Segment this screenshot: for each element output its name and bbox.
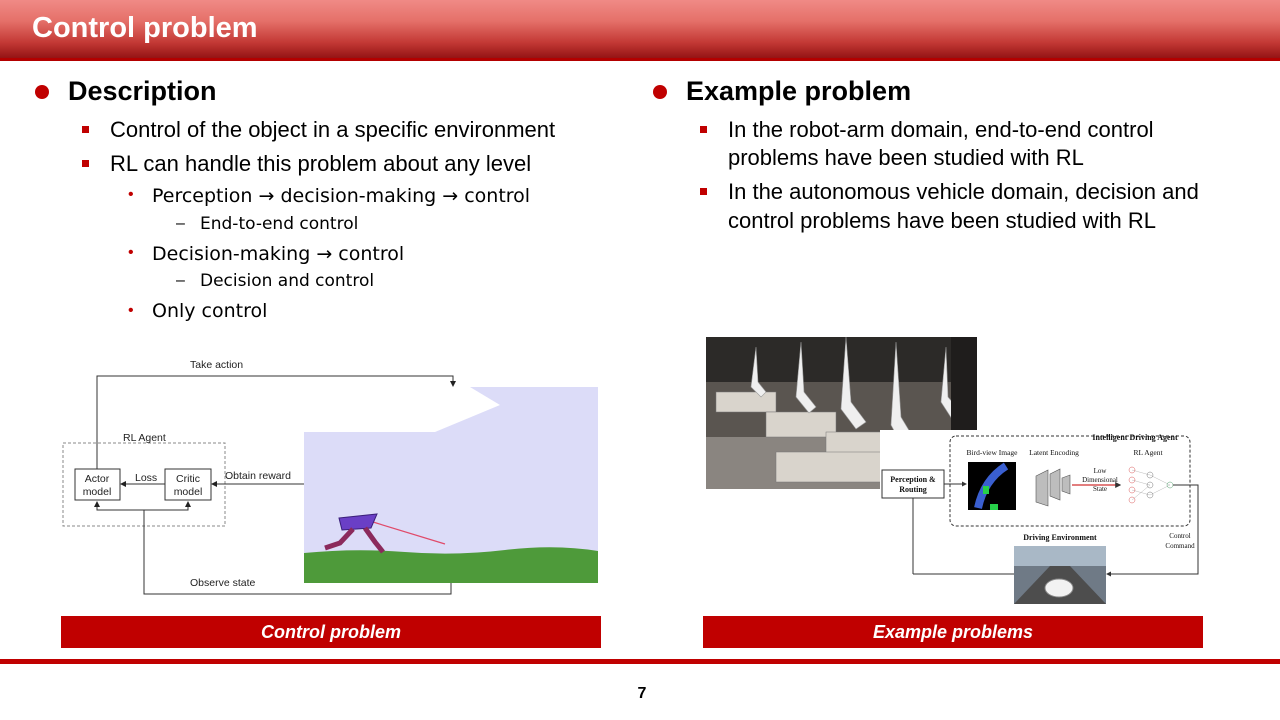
left-item-1: Control of the object in a specific environment bbox=[110, 117, 556, 142]
actor-label: model bbox=[82, 486, 112, 498]
title-bar bbox=[0, 0, 1280, 60]
slide-title: Control problem bbox=[32, 12, 258, 44]
sub-sub-item-2: Decision and control bbox=[200, 271, 375, 291]
right-item-1-line-1: In the robot-arm domain, end-to-end control bbox=[728, 117, 1154, 142]
low-dim-label: Dimensional bbox=[1082, 476, 1118, 484]
bird-view-label: Bird-view Image bbox=[966, 448, 1018, 457]
dash-icon: – bbox=[176, 215, 185, 232]
rl-agent-label: RL Agent bbox=[123, 432, 166, 444]
control-label: Control bbox=[1169, 532, 1191, 540]
dash-icon: – bbox=[176, 272, 185, 289]
arrow-icon: → bbox=[316, 243, 333, 265]
left-heading: Description bbox=[68, 76, 217, 106]
driving-env-label: Driving Environment bbox=[1023, 533, 1097, 542]
sub-item-only-control: Only control bbox=[152, 300, 268, 322]
sub-item-text: Decision-making bbox=[152, 243, 311, 265]
low-dim-label: State bbox=[1093, 485, 1107, 493]
left-item-2: RL can handle this problem about any level bbox=[110, 151, 532, 176]
left-caption: Control problem bbox=[61, 616, 601, 648]
square-bullet-icon bbox=[700, 126, 707, 133]
right-item-2-line-2: control problems have been studied with RL bbox=[728, 208, 1157, 233]
sub-item-text: decision-making bbox=[280, 185, 437, 207]
loss-label: Loss bbox=[135, 472, 158, 484]
bullet-dot-icon bbox=[35, 85, 49, 99]
title-divider bbox=[0, 58, 1280, 61]
footer-divider bbox=[0, 659, 1280, 664]
state-to-critic-arrow bbox=[144, 502, 188, 510]
right-item-1-line-2: problems have been studied with RL bbox=[728, 145, 1084, 170]
driving-agent-diagram bbox=[880, 430, 1204, 606]
critic-label: Critic bbox=[176, 473, 200, 485]
agent-title: Intelligent Driving Agent bbox=[1092, 433, 1178, 442]
page-number: 7 bbox=[637, 685, 647, 702]
actor-label: Actor bbox=[84, 473, 110, 485]
sub-item-text: control bbox=[338, 243, 405, 265]
take-action-label: Take action bbox=[190, 359, 244, 371]
small-bullet-icon: • bbox=[128, 186, 134, 203]
perception-label: Perception & bbox=[890, 475, 936, 484]
arrow-icon: → bbox=[442, 185, 459, 207]
sub-item-decision bbox=[152, 243, 404, 265]
small-bullet-icon: • bbox=[128, 302, 134, 319]
small-bullet-icon: • bbox=[128, 244, 134, 261]
perception-label: Routing bbox=[899, 485, 927, 494]
sub-sub-item-1: End-to-end control bbox=[200, 214, 359, 234]
sub-item-text: control bbox=[464, 185, 531, 207]
sub-item-text: Perception bbox=[152, 185, 253, 207]
bullet-dot-icon bbox=[653, 85, 667, 99]
square-bullet-icon bbox=[700, 188, 707, 195]
arrow-icon: → bbox=[258, 185, 275, 207]
obtain-reward-label: Obtain reward bbox=[225, 470, 291, 482]
right-item-2-line-1: In the autonomous vehicle domain, decision and bbox=[728, 179, 1199, 204]
low-dim-label: Low bbox=[1093, 467, 1107, 475]
sub-item-perception bbox=[152, 185, 530, 207]
right-caption: Example problems bbox=[703, 616, 1203, 648]
control-label: Command bbox=[1165, 542, 1195, 550]
latent-label: Latent Encoding bbox=[1029, 448, 1079, 457]
square-bullet-icon bbox=[82, 126, 89, 133]
critic-label: model bbox=[173, 486, 203, 498]
observe-state-label: Observe state bbox=[190, 577, 256, 589]
square-bullet-icon bbox=[82, 160, 89, 167]
right-heading: Example problem bbox=[686, 76, 912, 106]
state-to-actor-arrow bbox=[97, 502, 144, 510]
rl-control-diagram bbox=[55, 350, 605, 600]
rl-agent-label: RL Agent bbox=[1133, 448, 1163, 457]
